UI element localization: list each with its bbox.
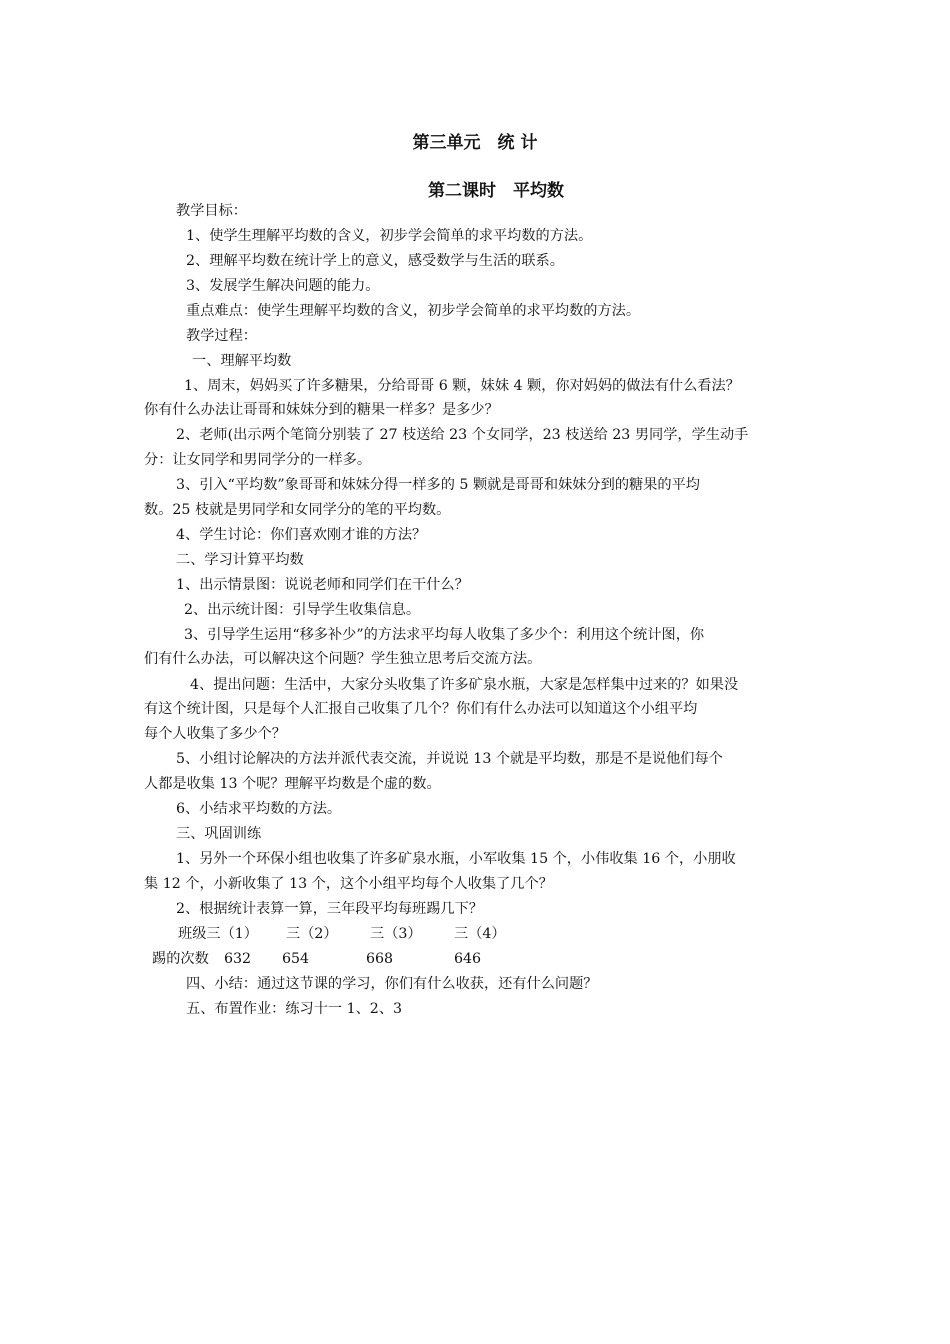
section-2-heading: 二、学习计算平均数 [176,552,304,568]
paragraph-line: 们有什么办法，可以解决这个问题？学生独立思考后交流方法。 [144,651,542,667]
table-cell: 632 [224,951,252,967]
summary-line: 四、小结：通过这节课的学习，你们有什么收获，还有什么问题？ [186,976,598,992]
paragraph-line: 1、周末，妈妈买了许多糖果，分给哥哥 6 颗，妹妹 4 颗，你对妈妈的做法有什么看法？ [184,378,740,394]
paragraph-line: 6、小结求平均数的方法。 [176,801,342,817]
paragraph-line: 每个人收集了多少个？ [144,726,286,742]
paragraph-line: 2、根据统计表算一算，三年段平均每班踢几下？ [176,901,483,917]
key-points: 重点难点：使学生理解平均数的含义，初步学会简单的求平均数的方法。 [186,303,641,319]
paragraph-line: 1、出示情景图：说说老师和同学们在干什么？ [176,577,469,593]
paragraph-line: 分：让女同学和男同学分的一样多。 [144,452,372,468]
paragraph-line: 4、提出问题：生活中，大家分头收集了许多矿泉水瓶，大家是怎样集中过来的？如果没 [190,677,739,693]
paragraph-line: 数。25 枝就是男同学和女同学分的笔的平均数。 [144,502,451,518]
paragraph-line: 3、引导学生运用“移多补少”的方法求平均每人收集了多少个：利用这个统计图，你 [184,627,705,643]
table-header-cell: 三（4） [454,926,506,942]
lesson-title: 第二课时 平均数 [428,181,564,201]
table-cell: 654 [282,951,310,967]
table-header-cell: 三（2） [286,926,338,942]
table-cell: 668 [366,951,394,967]
paragraph-line: 3、引入“平均数”象哥哥和妹妹分得一样多的 5 颗就是哥哥和妹妹分到的糖果的平均 [176,477,700,493]
objective-1: 1、使学生理解平均数的含义，初步学会简单的求平均数的方法。 [186,228,593,244]
paragraph-line: 1、另外一个环保小组也收集了许多矿泉水瓶，小军收集 15 个，小伟收集 16 个，小朋收 [176,851,736,867]
section-3-heading: 三、巩固训练 [176,826,262,842]
objective-3: 3、发展学生解决问题的能力。 [186,278,380,294]
paragraph-line: 集 12 个，小新收集了 13 个，这个小组平均每个人收集了几个？ [144,876,553,892]
table-row-label: 踢的次数 [152,951,209,967]
table-cell: 646 [454,951,482,967]
unit-title: 第三单元 统 计 [412,133,538,153]
paragraph-line: 5、小组讨论解决的方法并派代表交流，并说说 13 个就是平均数，那是不是说他们每个 [176,751,723,767]
paragraph-line: 有这个统计图，只是每个人汇报自己收集了几个？你们有什么办法可以知道这个小组平均 [144,701,698,717]
objectives-heading: 教学目标： [176,203,247,219]
kick-count-table [0,925,950,969]
paragraph-line: 2、出示统计图：引导学生收集信息。 [184,602,421,618]
objective-2: 2、理解平均数在统计学上的意义，感受数学与生活的联系。 [186,253,564,269]
paragraph-line: 2、老师(出示两个笔筒分别装了 27 枝送给 23 个女同学，23 枝送给 23 男同学，学生动手 [176,427,749,443]
paragraph-line: 你有什么办法让哥哥和妹妹分到的糖果一样多？是多少？ [144,402,499,418]
process-heading: 教学过程： [186,328,257,344]
table-header-cell: 班级三（1） [178,926,258,942]
homework-line: 五、布置作业：练习十一 1、2、3 [186,1001,403,1017]
paragraph-line: 人都是收集 13 个呢？理解平均数是个虚的数。 [144,776,441,792]
section-1-heading: 一、理解平均数 [192,353,292,369]
paragraph-line: 4、学生讨论：你们喜欢刚才谁的方法？ [176,527,427,543]
table-header-cell: 三（3） [370,926,422,942]
